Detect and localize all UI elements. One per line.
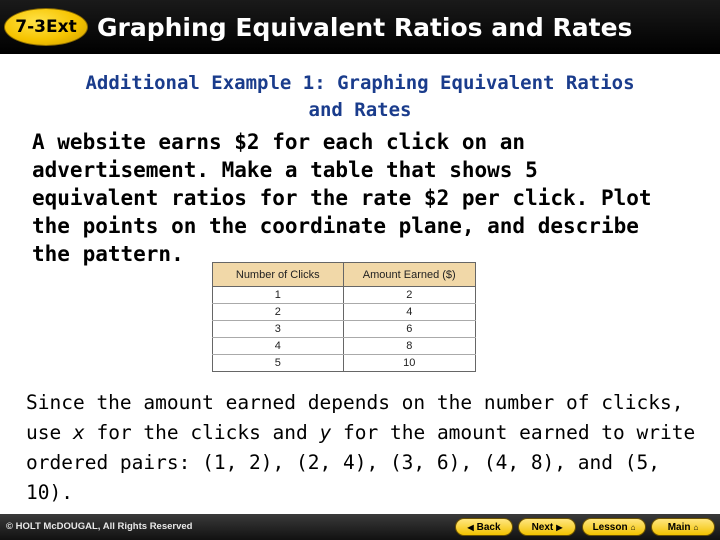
table-row [213,338,476,355]
next-button[interactable] [518,518,576,536]
back-button-label: Back [476,521,501,533]
variable-y: y [319,421,332,444]
table-row [213,287,476,304]
table-cell: 6 [343,321,476,338]
problem-line: equivalent ratios for the rate $2 per click. Plot [32,186,652,210]
problem-line: advertisement. Make a table that shows 5 [32,158,538,182]
table-cell: 10 [343,355,476,372]
table-cell: 5 [213,355,344,372]
table-cell: 2 [343,287,476,304]
variable-x: x [72,421,85,444]
example-subtitle [20,70,700,124]
title-bar [0,0,720,54]
table-cell: 1 [213,287,344,304]
lesson-button-label: Lesson [592,521,628,533]
table-row [213,304,476,321]
table-row [213,321,476,338]
next-button-label: Next [531,521,554,533]
house-icon: ⌂ [693,522,699,532]
main-button-label: Main [667,521,691,533]
back-button[interactable] [455,518,513,536]
table-cell: 2 [213,304,344,321]
problem-line: A website earns $2 for each click on an [32,130,526,154]
page-title: Graphing Equivalent Ratios and Rates [97,12,633,42]
table-cell: 4 [213,338,344,355]
chevron-left-icon: ◀ [467,522,474,532]
subtitle-line-1: Additional Example 1: Graphing Equivalent Ratios [85,72,635,94]
solution-segment: for the clicks and [84,421,320,444]
chevron-right-icon: ▶ [556,522,563,532]
table-header-row [213,263,476,287]
solution-segment: Since the amount earned depends on the number of clicks, use [26,391,684,444]
solution-segment: for the amount earned to write ordered pairs: (1, 2), (2, 4), (3, 6), (4, 8), and (5, 10). [26,421,696,504]
problem-line: the points on the coordinate plane, and describe [32,214,639,238]
problem-line: the pattern. [32,242,184,266]
lesson-button[interactable] [582,518,646,536]
table-row [213,355,476,372]
problem-statement [32,128,702,268]
table-cell: 3 [213,321,344,338]
solution-text [26,388,706,508]
main-button[interactable] [651,518,715,536]
house-icon: ⌂ [630,522,636,532]
column-header-amount: Amount Earned ($) [343,263,476,287]
copyright-text: © HOLT McDOUGAL, All Rights Reserved [6,521,193,532]
ratio-table [212,262,476,372]
table-cell: 4 [343,304,476,321]
subtitle-line-2: and Rates [308,99,412,121]
footer-bar [0,514,720,540]
table-cell: 8 [343,338,476,355]
lesson-badge: 7-3Ext [4,8,88,46]
column-header-clicks: Number of Clicks [213,263,344,287]
